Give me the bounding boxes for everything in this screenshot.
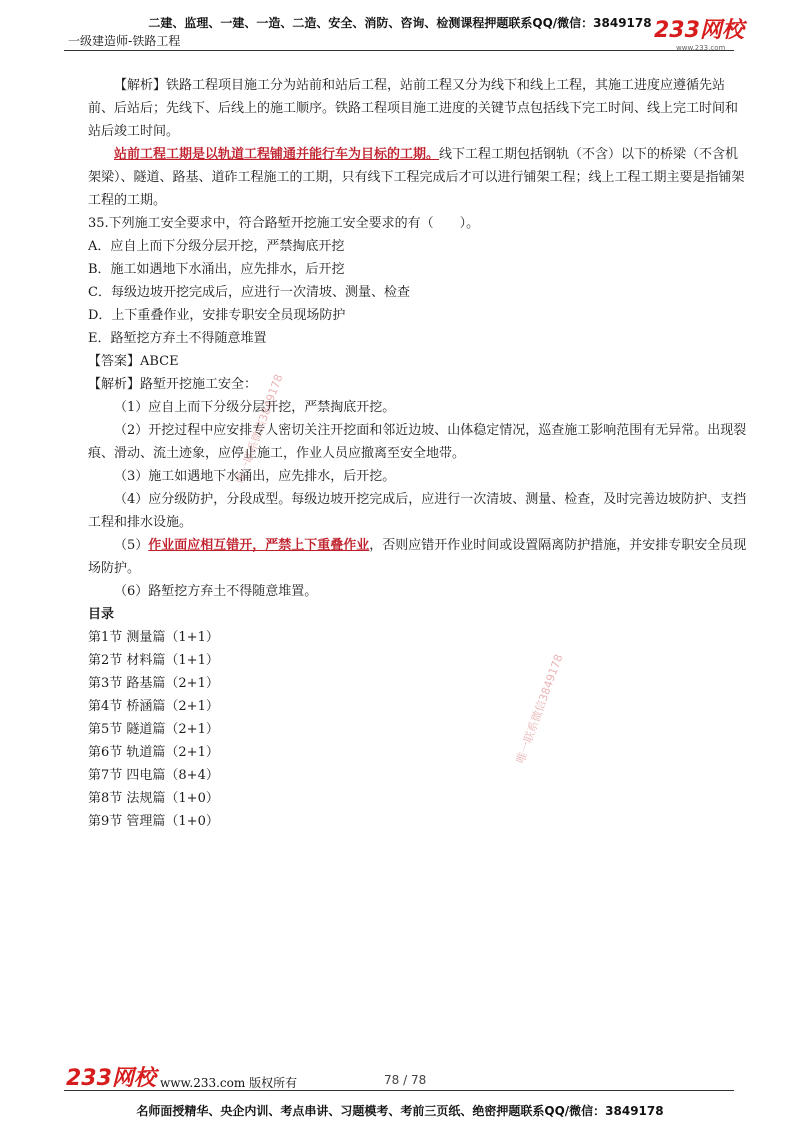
analysis-point: （4）应分级防护，分段成型。每级边坡开挖完成后，应进行一次清坡、测量、检查，及时完善边坡防护、支挡工程和排水设施。 [88,492,747,530]
note-paragraph [88,143,748,212]
header-divider [64,50,734,51]
option-b: B．施工如遇地下水涌出，应先排水，后开挖 [88,262,345,277]
footer-copyright: www.233.com 版权所有 [160,1076,298,1090]
toc-item: 第4节 桥涵篇（2+1） [88,699,219,714]
note-text: 线下工程工期包括钢轨（不含）以下的桥梁（不含机架梁）、隧道、路基、道砟工程施工的工期，只有线下工程完成后才可以进行铺架工程；线上工程工期主要是指铺架工程的工期。 [88,147,745,208]
toc-item: 第2节 材料篇（1+1） [88,653,219,668]
analysis-point [88,534,748,580]
point-text: ，否则应错开作业时间或设置隔离防护措施，并安排专职安全员现场防护。 [88,538,747,576]
toc-item: 第9节 管理篇（1+0） [88,814,219,829]
toc-item: 第8节 法规篇（1+0） [88,791,219,806]
toc-item: 第3节 路基篇（2+1） [88,676,219,691]
option-a: A．应自上而下分级分层开挖，严禁掏底开挖 [88,239,345,254]
footer-promo-text: 名师面授精华、央企内训、考点串讲、习题模考、考前三页纸、绝密押题联系QQ/微信：3849178 [136,1104,664,1118]
watermark: 唯一联系微信3849178 [233,372,286,486]
toc-item: 第7节 四电篇（8+4） [88,768,219,783]
document-subtitle: 一级建造师-铁路工程 [68,34,181,48]
analysis-paragraph: 【解析】铁路工程项目施工分为站前和站后工程，站前工程又分为线下和线上工程，其施工进度应遵循先站前、后站后；先线下、后线上的施工顺序。铁路工程项目施工进度的关键节点包括线下完工时间、线上完工时间和站后竣工时间。 [88,78,739,139]
brand-logo: 233网校 [654,18,744,43]
brand-logo-url: www.233.com [676,44,726,52]
footer-divider [64,1090,734,1091]
question-text: 35.下列施工安全要求中，符合路堑开挖施工安全要求的有（ ）。 [88,216,480,231]
point-number: （5） [114,538,149,553]
toc-item: 第6节 轨道篇（2+1） [88,745,219,760]
answer-text: 【答案】ABCE [88,354,179,369]
toc-item: 第5节 隧道篇（2+1） [88,722,219,737]
toc-title: 目录 [88,607,115,622]
option-c: C．每级边坡开挖完成后，应进行一次清坡、测量、检查 [88,285,410,300]
option-d: D．上下重叠作业，安排专职安全员现场防护 [88,308,346,323]
page-number: 78 / 78 [384,1073,427,1087]
analysis-point: （2）开挖过程中应安排专人密切关注开挖面和邻近边坡、山体稳定情况，巡查施工影响范围有无异常。出现裂痕、滑动、流土迹象，应停止施工，作业人员应撤离至安全地带。 [88,423,747,461]
toc-item: 第1节 测量篇（1+1） [88,630,219,645]
analysis-point: （3）施工如遇地下水涌出，应先排水，后开挖。 [114,469,396,484]
highlight-text: 站前工程工期是以轨道工程铺通并能行车为目标的工期。 [114,147,440,162]
option-e: E．路堑挖方弃土不得随意堆置 [88,331,267,346]
watermark: 唯一联系微信3849178 [513,652,566,766]
footer-brand-logo: 233网校 [66,1066,156,1091]
highlight-text: 作业面应相互错开，严禁上下重叠作业 [148,538,370,553]
header-promo-text: 二建、监理、一建、一造、二造、安全、消防、咨询、检测课程押题联系QQ/微信：3849178 [148,16,652,30]
analysis-point: （6）路堑挖方弃土不得随意堆置。 [114,584,318,599]
document-body [88,74,748,833]
analysis-point: （1）应自上而下分级分层开挖，严禁掏底开挖。 [114,400,396,415]
analysis-title: 【解析】路堑开挖施工安全： [88,377,258,392]
